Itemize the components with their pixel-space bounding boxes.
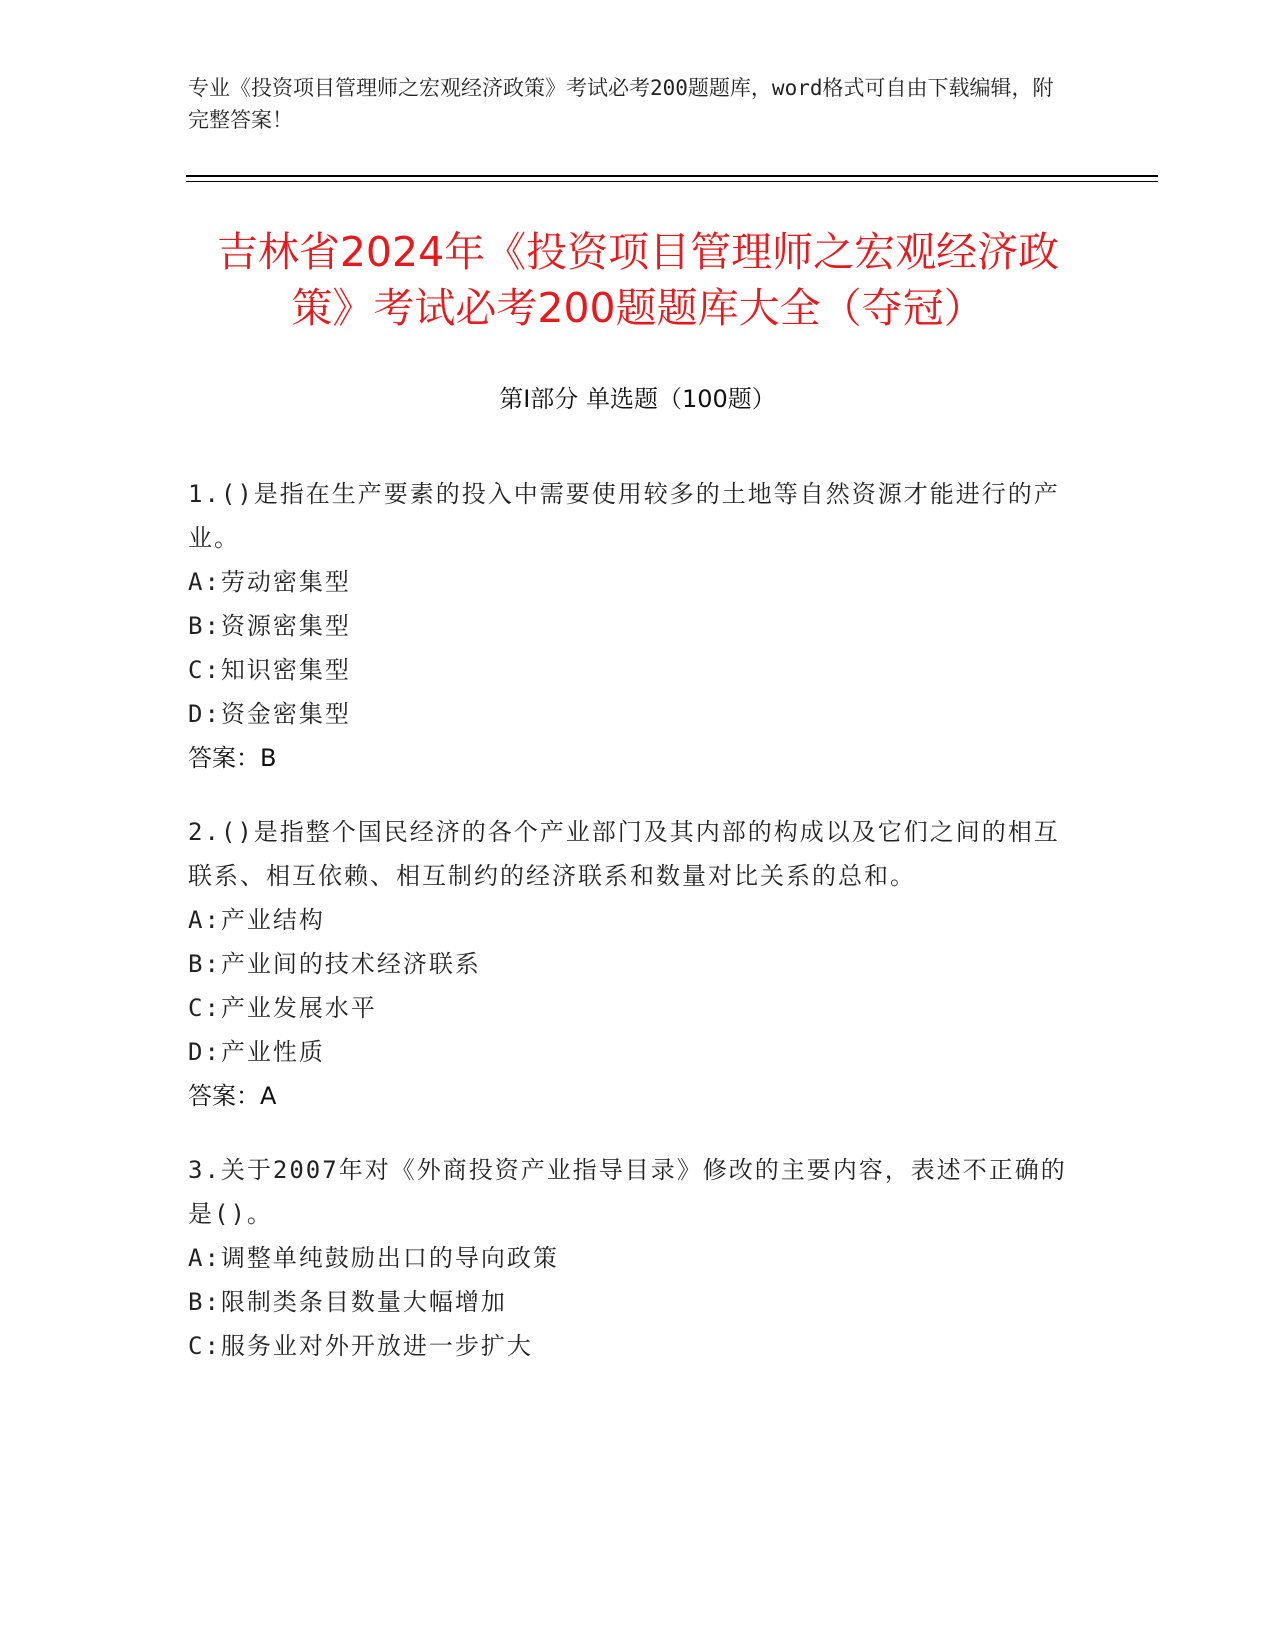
option-c: C:产业发展水平 bbox=[188, 994, 377, 1022]
question-2 bbox=[188, 810, 1068, 1118]
question-stem: 1.()是指在生产要素的投入中需要使用较多的土地等自然资源才能进行的产业。 bbox=[188, 480, 1060, 552]
answer: 答案：A bbox=[188, 1082, 277, 1110]
option-b: B:限制类条目数量大幅增加 bbox=[188, 1288, 507, 1316]
option-d: D:资金密集型 bbox=[188, 700, 351, 728]
header-divider-thick bbox=[186, 175, 1158, 177]
option-a: A:调整单纯鼓励出口的导向政策 bbox=[188, 1244, 559, 1272]
option-b: B:资源密集型 bbox=[188, 612, 351, 640]
option-b: B:产业间的技术经济联系 bbox=[188, 950, 481, 978]
question-stem: 3.关于2007年对《外商投资产业指导目录》修改的主要内容，表述不正确的是()。 bbox=[188, 1156, 1067, 1228]
section-heading: 第I部分 单选题（100题） bbox=[499, 385, 776, 413]
option-c: C:服务业对外开放进一步扩大 bbox=[188, 1332, 533, 1360]
answer: 答案：B bbox=[188, 744, 277, 772]
question-list bbox=[188, 472, 1068, 1398]
question-1 bbox=[188, 472, 1068, 780]
document-title: 吉林省2024年《投资项目管理师之宏观经济政策》考试必考200题题库大全（夺冠） bbox=[216, 228, 1060, 332]
question-stem: 2.()是指整个国民经济的各个产业部门及其内部的构成以及它们之间的相互联系、相互依赖、相互制约的经济联系和数量对比关系的总和。 bbox=[188, 818, 1060, 890]
header-note: 专业《投资项目管理师之宏观经济政策》考试必考200题题库，word格式可自由下载编辑，附完整答案！ bbox=[188, 76, 1054, 132]
option-c: C:知识密集型 bbox=[188, 656, 351, 684]
option-d: D:产业性质 bbox=[188, 1038, 325, 1066]
option-a: A:产业结构 bbox=[188, 906, 325, 934]
option-a: A:劳动密集型 bbox=[188, 568, 351, 596]
question-3 bbox=[188, 1148, 1068, 1368]
header-divider-thin bbox=[186, 181, 1158, 182]
